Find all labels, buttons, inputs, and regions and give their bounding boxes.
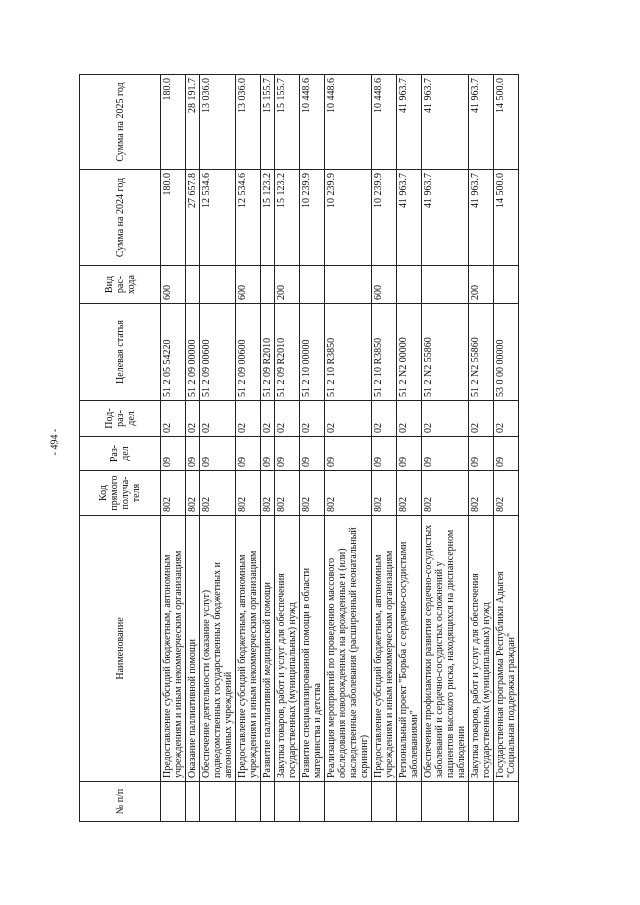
header-no: № п/п — [80, 782, 161, 822]
row-target-article: 51 2 N2 55860 — [469, 304, 494, 401]
row-target-article: 51 2 N2 55860 — [422, 304, 469, 401]
row-target-article: 53 0 00 00000 — [494, 304, 519, 401]
row-subsection: 02 — [186, 401, 200, 437]
header-target: Целевая статья — [80, 304, 161, 401]
row-sum-2024: 12 534.6 — [236, 170, 261, 266]
row-subsection: 02 — [397, 401, 422, 437]
row-sum-2025: 41 963.7 — [422, 75, 469, 170]
row-subsection: 02 — [469, 401, 494, 437]
row-number — [236, 782, 261, 822]
row-name: Развитие паллиативной медицинской помощи — [261, 516, 275, 782]
row-sum-2025: 180.0 — [161, 75, 186, 170]
row-sum-2024: 12 534.6 — [200, 170, 236, 266]
row-expense-type — [397, 266, 422, 304]
row-expense-type — [186, 266, 200, 304]
row-number — [397, 782, 422, 822]
row-recipient-code: 802 — [422, 471, 469, 516]
header-section: Раз-дел — [80, 437, 161, 471]
row-recipient-code: 802 — [200, 471, 236, 516]
row-expense-type — [261, 266, 275, 304]
row-subsection: 02 — [372, 401, 397, 437]
row-section: 09 — [300, 437, 325, 471]
row-name: Предоставление субсидий бюджетным, автономным учреждениям и иным некоммерческим организациям — [372, 516, 397, 782]
row-section: 09 — [397, 437, 422, 471]
row-target-article: 51 2 09 R2010 — [261, 304, 275, 401]
row-sum-2024: 27 657.8 — [186, 170, 200, 266]
row-name: Развитие специализированной помощи в области материнства и детства — [300, 516, 325, 782]
row-expense-type: 600 — [236, 266, 261, 304]
table-row — [469, 75, 494, 822]
row-recipient-code: 802 — [372, 471, 397, 516]
budget-table — [79, 74, 519, 822]
row-expense-type: 600 — [372, 266, 397, 304]
row-number — [261, 782, 275, 822]
header-sum-2025: Сумма на 2025 год — [80, 75, 161, 170]
row-sum-2024: 10 239.9 — [325, 170, 372, 266]
row-expense-type: 600 — [161, 266, 186, 304]
row-sum-2025: 10 448.6 — [372, 75, 397, 170]
row-section: 09 — [325, 437, 372, 471]
row-name: Реализация мероприятий по проведению массового обследования новорожденных на врожденные и (или) наследственные заболевания (расширенный неонатальный скрининг) — [325, 516, 372, 782]
table-row — [300, 75, 325, 822]
row-name: Государственная программа Республики Адыгея "Социальная поддержка граждан" — [494, 516, 519, 782]
table-row — [200, 75, 236, 822]
row-subsection: 02 — [161, 401, 186, 437]
row-recipient-code: 802 — [397, 471, 422, 516]
row-subsection: 02 — [200, 401, 236, 437]
row-section: 09 — [469, 437, 494, 471]
row-number — [186, 782, 200, 822]
row-target-article: 51 2 09 00600 — [200, 304, 236, 401]
table-row — [494, 75, 519, 822]
row-expense-type — [325, 266, 372, 304]
row-subsection: 02 — [261, 401, 275, 437]
row-number — [494, 782, 519, 822]
row-section: 09 — [200, 437, 236, 471]
header-subsection: Под-раз-дел — [80, 401, 161, 437]
header-sum-2024: Сумма на 2024 год — [80, 170, 161, 266]
row-target-article: 51 2 09 00600 — [236, 304, 261, 401]
row-expense-type: 200 — [275, 266, 300, 304]
row-name: Закупка товаров, работ и услуг для обеспечения государственных (муниципальных) нужд — [275, 516, 300, 782]
row-sum-2024: 41 963.7 — [397, 170, 422, 266]
row-sum-2024: 10 239.9 — [372, 170, 397, 266]
row-name: Закупка товаров, работ и услуг для обеспечения государственных (муниципальных) нужд — [469, 516, 494, 782]
row-section: 09 — [161, 437, 186, 471]
row-sum-2024: 41 963.7 — [422, 170, 469, 266]
row-section: 09 — [372, 437, 397, 471]
row-recipient-code: 802 — [186, 471, 200, 516]
row-sum-2025: 15 155.7 — [275, 75, 300, 170]
row-number — [275, 782, 300, 822]
row-section: 09 — [494, 437, 519, 471]
row-recipient-code: 802 — [161, 471, 186, 516]
row-number — [300, 782, 325, 822]
row-subsection: 02 — [236, 401, 261, 437]
table-row — [325, 75, 372, 822]
row-target-article: 51 2 09 R2010 — [275, 304, 300, 401]
row-expense-type — [494, 266, 519, 304]
header-recipient: Код прямого получа-теля — [80, 471, 161, 516]
row-sum-2025: 10 448.6 — [300, 75, 325, 170]
row-subsection: 02 — [275, 401, 300, 437]
row-recipient-code: 802 — [300, 471, 325, 516]
table-row — [161, 75, 186, 822]
row-sum-2025: 13 036.0 — [236, 75, 261, 170]
row-name: Предоставление субсидий бюджетным, автономным учреждениям и иным некоммерческим организациям — [236, 516, 261, 782]
row-sum-2025: 15 155.7 — [261, 75, 275, 170]
page-number: - 494 - — [49, 428, 61, 456]
row-sum-2024: 180.0 — [161, 170, 186, 266]
row-recipient-code: 802 — [261, 471, 275, 516]
row-subsection: 02 — [300, 401, 325, 437]
header-name: Наименование — [80, 516, 161, 782]
row-sum-2024: 15 123.2 — [261, 170, 275, 266]
table-row — [186, 75, 200, 822]
row-sum-2025: 14 500.0 — [494, 75, 519, 170]
row-recipient-code: 802 — [469, 471, 494, 516]
row-sum-2024: 15 123.2 — [275, 170, 300, 266]
row-sum-2025: 41 963.7 — [397, 75, 422, 170]
row-number — [325, 782, 372, 822]
row-target-article: 51 2 10 R3850 — [372, 304, 397, 401]
row-section: 09 — [236, 437, 261, 471]
row-recipient-code: 802 — [275, 471, 300, 516]
row-sum-2025: 41 963.7 — [469, 75, 494, 170]
row-sum-2024: 10 239.9 — [300, 170, 325, 266]
row-target-article: 51 2 09 00000 — [186, 304, 200, 401]
row-number — [372, 782, 397, 822]
table-row — [275, 75, 300, 822]
row-subsection: 02 — [494, 401, 519, 437]
row-target-article: 51 2 10 R3850 — [325, 304, 372, 401]
row-name: Обеспечение профилактики развития сердечно-сосудистых заболеваний и сердечно-сосудистых осложнений у пациентов высокого риска, находящихся на диспансерном наблюдении — [422, 516, 469, 782]
table-row — [261, 75, 275, 822]
table-header-row — [80, 75, 161, 822]
row-number — [422, 782, 469, 822]
table-row — [397, 75, 422, 822]
table-row — [372, 75, 397, 822]
row-expense-type — [422, 266, 469, 304]
row-sum-2025: 13 036.0 — [200, 75, 236, 170]
table-row — [422, 75, 469, 822]
row-expense-type: 200 — [469, 266, 494, 304]
row-name: Региональный проект "Борьба с сердечно-сосудистыми заболеваниями" — [397, 516, 422, 782]
row-name: Обеспечение деятельности (оказание услуг) подведомственных государственных бюджетных и автономных учреждений — [200, 516, 236, 782]
row-number — [469, 782, 494, 822]
row-section: 09 — [186, 437, 200, 471]
budget-table-sheet — [79, 75, 537, 822]
row-section: 09 — [422, 437, 469, 471]
row-sum-2024: 41 963.7 — [469, 170, 494, 266]
row-subsection: 02 — [325, 401, 372, 437]
row-recipient-code: 802 — [325, 471, 372, 516]
row-number — [161, 782, 186, 822]
row-number — [200, 782, 236, 822]
row-section: 09 — [261, 437, 275, 471]
row-target-article: 51 2 10 00000 — [300, 304, 325, 401]
row-expense-type — [200, 266, 236, 304]
row-name: Оказание паллиативной помощи — [186, 516, 200, 782]
row-target-article: 51 2 N2 00000 — [397, 304, 422, 401]
header-expense: Вид рас-хода — [80, 266, 161, 304]
row-sum-2024: 14 500.0 — [494, 170, 519, 266]
table-row — [236, 75, 261, 822]
row-sum-2025: 10 448.6 — [325, 75, 372, 170]
row-name: Предоставление субсидий бюджетным, автономным учреждениям и иным некоммерческим организациям — [161, 516, 186, 782]
row-subsection: 02 — [422, 401, 469, 437]
row-recipient-code: 802 — [494, 471, 519, 516]
row-recipient-code: 802 — [236, 471, 261, 516]
row-expense-type — [300, 266, 325, 304]
row-sum-2025: 28 191.7 — [186, 75, 200, 170]
row-target-article: 51 2 05 54220 — [161, 304, 186, 401]
row-section: 09 — [275, 437, 300, 471]
